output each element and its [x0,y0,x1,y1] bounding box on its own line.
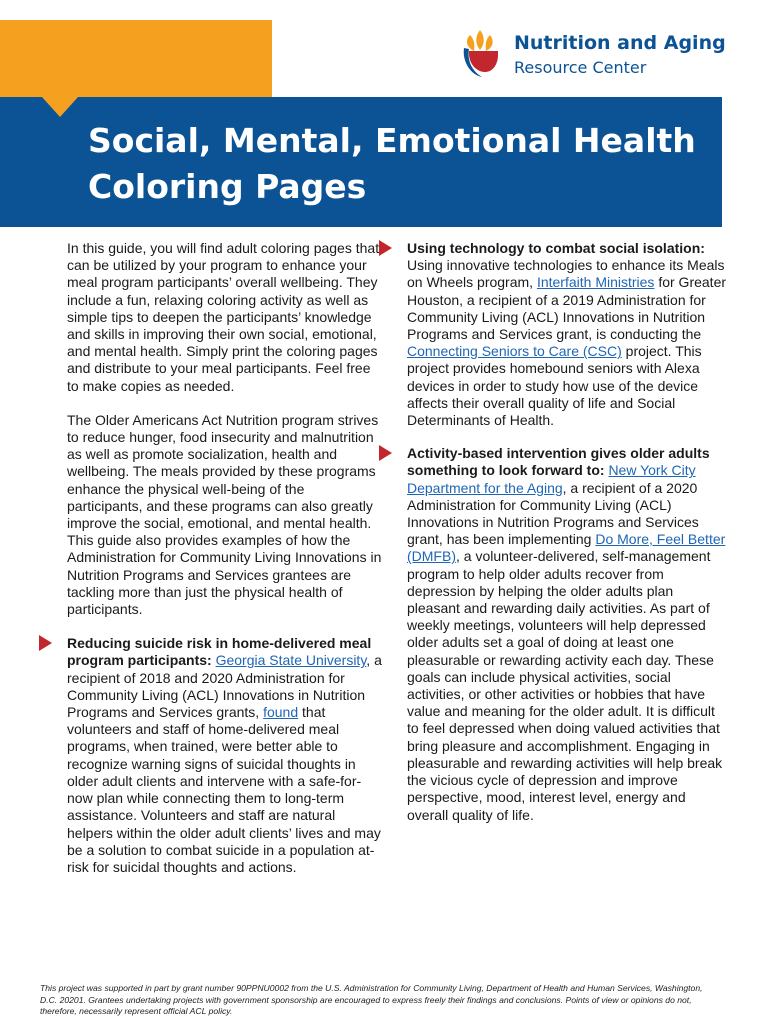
bullet-text: , a recipient of 2018 and 2020 Administration for Community Living (ACL) Innovations in Nutrition Programs and Services grants, [67,652,382,721]
bullet-triangle-icon [379,445,392,461]
logo-subtitle: Resource Center [514,58,647,77]
logo-mark-icon [452,22,508,84]
bullet-technology [407,240,727,429]
bullet-suicide-risk [67,635,383,876]
bullet-text: , a volunteer-delivered, self-management program to help older adults recover from depression by helping the older adults plan pleasant and rewarding daily activities. As part of weekly meetings, volunteers will help depressed older adults set a goal of doing at least one pleasurable or rewarding activity each day. These goals can include physical activities, social activities, or other activities or hobbies that have value and meaning for the older adult. It is difficult to feel depressed when doing valued activities that bring pleasure and accomplishment. Engaging in pleasurable and rewarding activities will help break the vicious cycle of depression and improve perspective, mood, interest level, energy and overall quality of life. [407,548,723,823]
link-interfaith-ministries[interactable]: Interfaith Ministries [536,274,655,291]
bullet-text: , a recipient of a 2020 Administration for Community Living (ACL) Innovations in Nutrition Programs and Services grant, has been implementing [407,479,699,548]
orange-accent-bar [0,20,272,97]
link-georgia-state-university[interactable]: Georgia State University [215,652,367,669]
left-column [67,240,383,876]
nutrition-aging-logo [452,22,752,84]
bullet-heading: Using technology to combat social isolation: [407,240,705,256]
orange-notch-triangle [42,97,78,117]
bullet-activity [407,445,727,823]
bullet-text: Using innovative technologies to enhance its Meals on Wheels program, [407,257,725,291]
bullet-triangle-icon [39,635,52,651]
intro-paragraph: In this guide, you will find adult coloring pages that can be utilized by your program to enhance your meal program participants’ overall wellbeing. They include a fun, relaxing coloring activity as well as simple tips to deepen the participants’ knowledge and skills in improving their own social, emotional, and mental health. Simply print the coloring pages and distribute to your meal participants. Feel free to make copies as needed. [67,240,380,394]
bullet-text: project. This project provides homebound seniors with Alexa devices in order to study how use of the device affects their overall quality of life and Social Determinants of Health. [407,343,702,429]
bullet-heading: Reducing suicide risk in home-delivered meal program participants: [67,635,372,669]
right-column [407,240,727,824]
link-do-more-feel-better[interactable]: Do More, Feel Better (DMFB) [407,531,726,565]
link-nyc-department-aging[interactable]: New York City Department for the Aging [407,462,696,496]
bullet-text: that volunteers and staff of home-delivered meal programs, when trained, were better able to recognize warning signs of suicidal thoughts in older adult clients and intervene with a safe-for-now plan while connecting them to long-term assistance. Volunteers and staff are natural helpers within the older adult clients’ lives and may be a solution to combat suicide in a population at-risk for suicidal thoughts and actions. [67,704,381,875]
bullet-text: for Greater Houston, a recipient of a 2019 Administration for Community Living (ACL) Innovations in Nutrition Programs and Services grant, is conducting the [407,274,727,343]
link-connecting-seniors[interactable]: Connecting Seniors to Care (CSC) [407,343,622,360]
page-title: Social, Mental, Emotional Health Coloring Pages [88,121,696,206]
logo-title: Nutrition and Aging [514,32,726,54]
bullet-heading: Activity-based intervention gives older adults something to look forward to: [407,445,710,479]
funding-disclaimer: This project was supported in part by grant number 90PPNU0002 from the U.S. Administration for Community Living, Department of Health and Human Services, Washington, D.C. 20201. Grantees undertaking projects with government sponsorship are encouraged to express freely their findings and conclusions. Points of view or opinions do not, therefore, necessarily represent official ACL policy. [40,983,703,1017]
oaa-paragraph: The Older Americans Act Nutrition program strives to reduce hunger, food insecurity and malnutrition as well as promote socialization, health and wellbeing. The meals provided by these programs enhance the physical well-being of the participants, and these programs can also greatly improve the social, emotional, and mental health. This guide also provides examples of how the Administration for Community Living Innovations in Nutrition Programs and Services grantees are tackling more than just the physical health of participants. [67,411,382,618]
bullet-triangle-icon [379,240,392,256]
link-found[interactable]: found [263,704,299,721]
